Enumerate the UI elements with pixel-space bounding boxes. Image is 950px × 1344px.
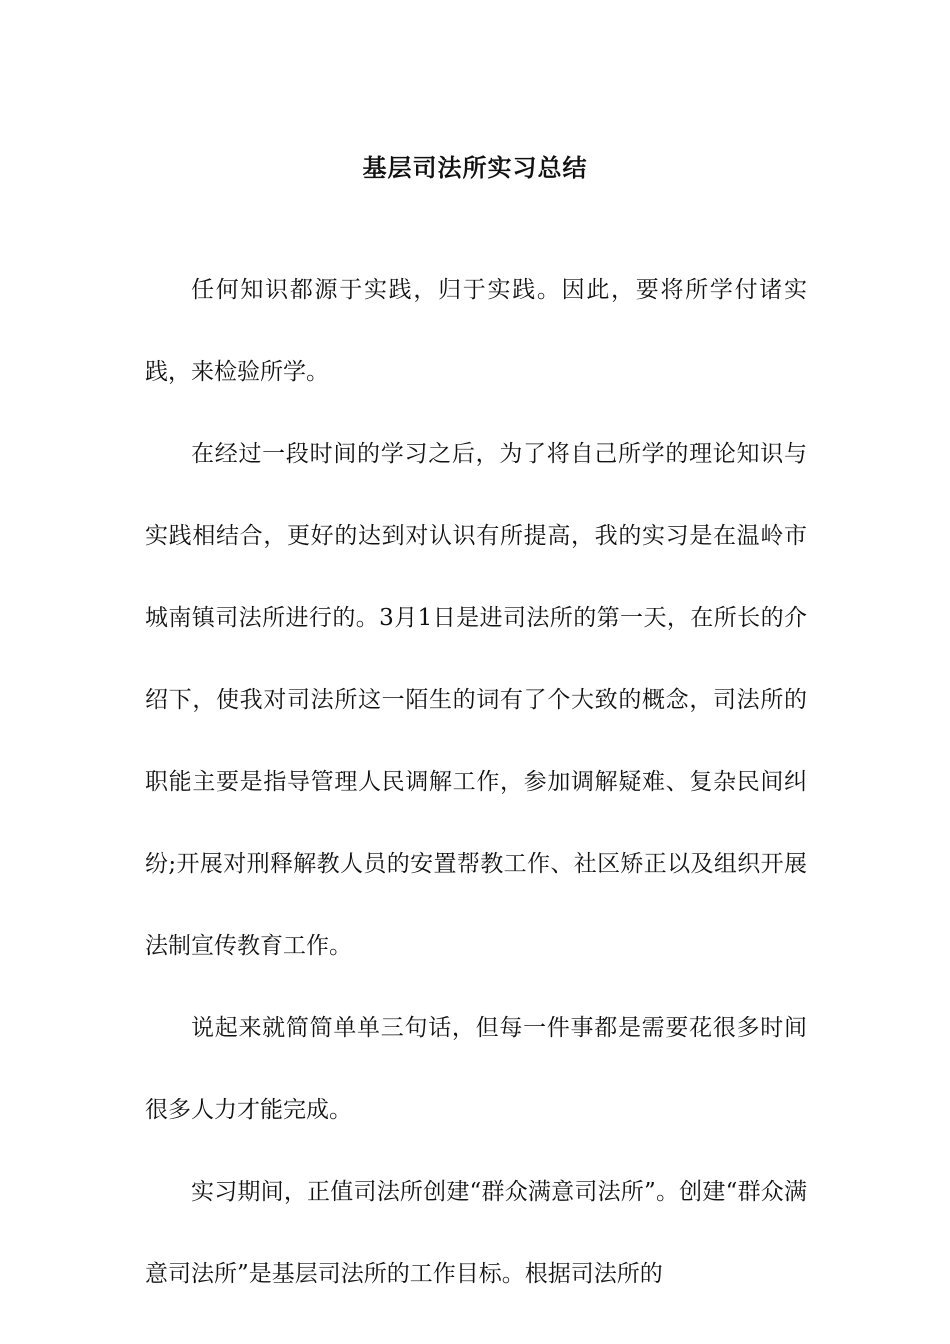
paragraph-4: 实习期间，正值司法所创建“群众满意司法所”。创建“群众满意司法所”是基层司法所的工作目标。根据司法所的 [145, 1179, 807, 1287]
document-title: 基层司法所实习总结 [362, 153, 588, 183]
document-body [145, 249, 807, 1315]
paragraph-2: 在经过一段时间的学习之后，为了将自己所学的理论知识与实践相结合，更好的达到对认识有所提高，我的实习是在温岭市城南镇司法所进行的。3月1日是进司法所的第一天，在所长的介绍下，使我对司法所这一陌生的词有了个大致的概念，司法所的职能主要是指导管理人民调解工作，参加调解疑难、复杂民间纠纷;开展对刑释解教人员的安置帮教工作、社区矫正以及组织开展法制宣传教育工作。 [145, 441, 807, 959]
paragraph-3: 说起来就简简单单三句话，但每一件事都是需要花很多时间很多人力才能完成。 [145, 1015, 807, 1123]
paragraph-1: 任何知识都源于实践，归于实践。因此，要将所学付诸实践，来检验所学。 [145, 277, 807, 385]
